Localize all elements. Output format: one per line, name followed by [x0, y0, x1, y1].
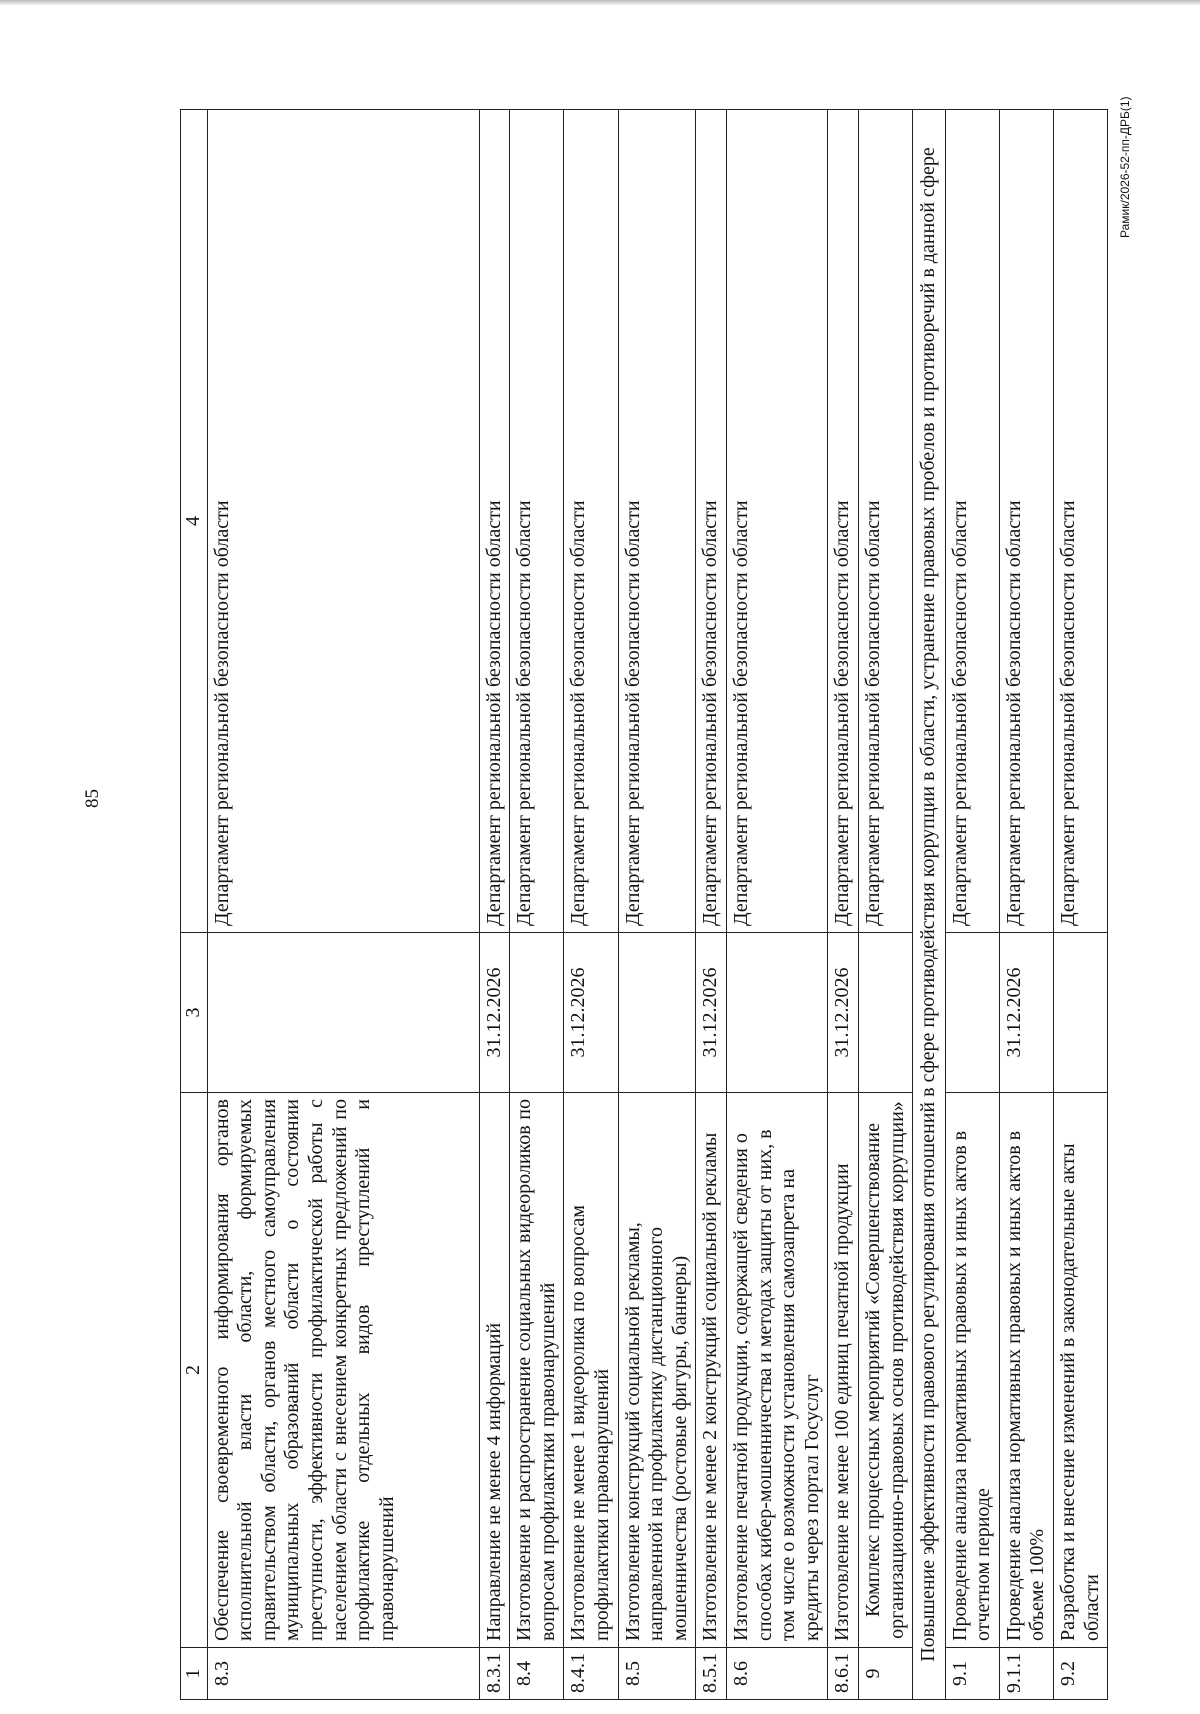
row-department: Департамент региональной безопасности области [999, 110, 1053, 933]
table-row [696, 110, 727, 1700]
table-row [858, 110, 912, 1700]
row-department: Департамент региональной безопасности области [945, 110, 999, 933]
row-number: 8.6.1 [828, 1648, 859, 1700]
table-row [510, 110, 564, 1700]
row-department: Департамент региональной безопасности области [207, 110, 479, 933]
row-number: 8.6 [726, 1648, 827, 1700]
header-col-2: 2 [181, 1093, 208, 1648]
row-number: 9.1.1 [999, 1648, 1053, 1700]
table-row [618, 110, 696, 1700]
row-date [1054, 933, 1108, 1093]
table-row [1054, 110, 1108, 1700]
row-text: Проведение анализа нормативных правовых и иных актов в объеме 100% [999, 1093, 1053, 1648]
row-date: 31.12.2026 [696, 933, 727, 1093]
row-text: Изготовление конструкций социальной рекламы, направленной на профилактику дистанционного мошенничества (ростовые фигуры, баннеры) [618, 1093, 696, 1648]
row-date: 31.12.2026 [999, 933, 1053, 1093]
row-text: Комплекс процессных мероприятий «Совершенствование организационно-правовых основ противодействия коррупции» [858, 1093, 912, 1648]
row-number: 9.2 [1054, 1648, 1108, 1700]
row-text: Изготовление и распространение социальных видеороликов по вопросам профилактики правонарушений [510, 1093, 564, 1648]
row-text: Направление не менее 4 информаций [479, 1093, 510, 1648]
row-date [945, 933, 999, 1093]
row-number: 8.4 [510, 1648, 564, 1700]
row-text: Изготовление не менее 2 конструкций социальной рекламы [696, 1093, 727, 1648]
scan-edge [0, 0, 1200, 6]
section-row [913, 110, 946, 1700]
row-number: 8.5 [618, 1648, 696, 1700]
row-department: Департамент региональной безопасности области [1054, 110, 1108, 933]
table-row [945, 110, 999, 1700]
row-text: Разработка и внесение изменений в законодательные акты области [1054, 1093, 1108, 1648]
row-date: 31.12.2026 [564, 933, 618, 1093]
row-text: Изготовление не менее 100 единиц печатной продукции [828, 1093, 859, 1648]
row-text: Изготовление не менее 1 видеоролика по вопросам профилактики правонарушений [564, 1093, 618, 1648]
row-text: Проведение анализа нормативных правовых и иных актов в отчетном периоде [945, 1093, 999, 1648]
row-date [858, 933, 912, 1093]
row-department: Департамент региональной безопасности области [479, 110, 510, 933]
row-number: 9.1 [945, 1648, 999, 1700]
page-number: 85 [82, 789, 103, 808]
table-body [207, 110, 1108, 1700]
table-header-row [181, 110, 208, 1700]
row-department: Департамент региональной безопасности области [510, 110, 564, 933]
row-date [510, 933, 564, 1093]
row-date: 31.12.2026 [828, 933, 859, 1093]
header-col-1: 1 [181, 1648, 208, 1700]
row-date [726, 933, 827, 1093]
row-department: Департамент региональной безопасности области [696, 110, 727, 933]
table-row [207, 110, 479, 1700]
row-number: 8.5.1 [696, 1648, 727, 1700]
row-date [207, 933, 479, 1093]
document-stamp: Рамик/2026-52-пп-ДРБ(1) [1118, 96, 1132, 238]
row-date: 31.12.2026 [479, 933, 510, 1093]
row-department: Департамент региональной безопасности области [618, 110, 696, 933]
row-department: Департамент региональной безопасности области [726, 110, 827, 933]
header-col-3: 3 [181, 933, 208, 1093]
row-text: Обеспечение своевременного информирования органов исполнительной власти области, формируемых правительством области, органов местного самоуправления муниципальных образований области о состоянии преступности, эффективности профилактической работы с населением области с внесением конкретных предложений по профилактике отдельных видов преступлений и правонарушений [207, 1093, 479, 1648]
table-row [828, 110, 859, 1700]
table-row [999, 110, 1053, 1700]
row-department: Департамент региональной безопасности области [564, 110, 618, 933]
rotated-table-container [180, 110, 1120, 1700]
row-number: 8.3 [207, 1648, 479, 1700]
row-department: Департамент региональной безопасности области [828, 110, 859, 933]
row-department: Департамент региональной безопасности области [858, 110, 912, 933]
row-date [618, 933, 696, 1093]
row-text: Изготовление печатной продукции, содержащей сведения о способах кибер-мошенничества и методах защиты от них, в том числе о возможности установления самозапрета на кредиты через портал Госуслуг [726, 1093, 827, 1648]
measures-table [180, 109, 1108, 1700]
table-row [479, 110, 510, 1700]
row-number: 8.3.1 [479, 1648, 510, 1700]
header-col-4: 4 [181, 110, 208, 933]
table-row [726, 110, 827, 1700]
row-number: 8.4.1 [564, 1648, 618, 1700]
table-row [564, 110, 618, 1700]
row-number: 9 [858, 1648, 912, 1700]
section-heading: Повышение эффективности правового регулирования отношений в сфере противодействия коррупции в области, устранение правовых пробелов и противоречий в данной сфере [913, 110, 946, 1700]
